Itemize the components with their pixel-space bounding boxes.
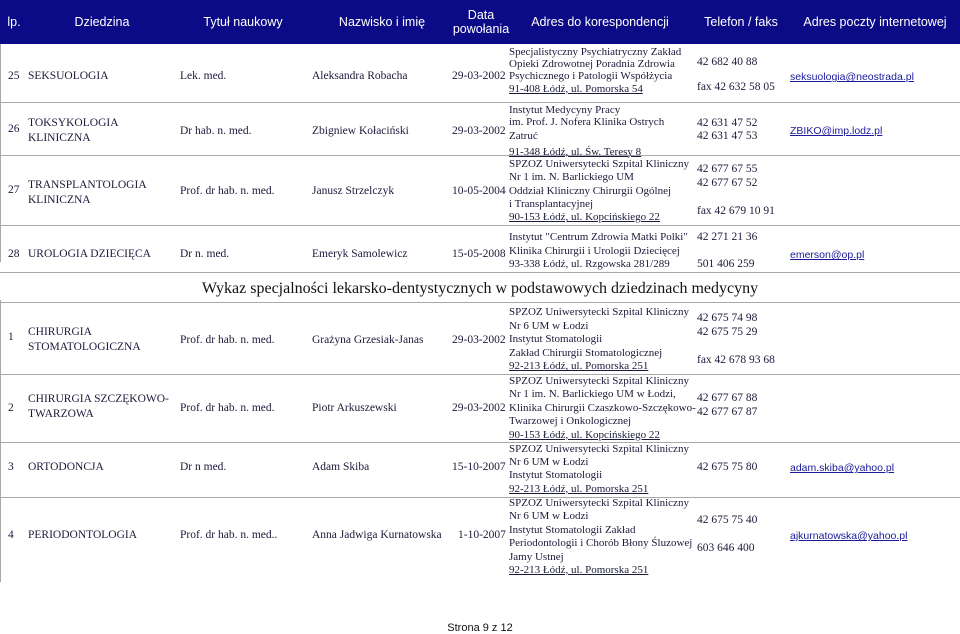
row-27-nazwisko: Janusz Strzelczyk [312, 185, 395, 197]
phone-line: fax 42 632 58 05 [697, 81, 775, 93]
adres-line: 90-153 Łódź, ul. Kopcińskiego 22 [509, 211, 660, 224]
row-26-nazwisko: Zbigniew Kołaciński [312, 125, 409, 137]
phone-line: 42 631 47 52 [697, 117, 758, 129]
row-28-lp: 28 [8, 248, 20, 260]
adres-line: Nr 1 im. N. Barlickiego UM w Łodzi, [509, 388, 676, 401]
row-26-telefon [697, 117, 757, 142]
phone-line: 42 677 67 52 [697, 177, 758, 189]
adres-line: Instytut "Centrum Zdrowia Matki Polki" [509, 231, 688, 243]
row-28-nazwisko: Emeryk Samolewicz [312, 248, 408, 260]
row-27-telefon [697, 163, 775, 219]
row-25-telefon [697, 56, 775, 94]
adres-line: Instytut Stomatologii [509, 469, 603, 482]
adres-line: SPZOZ Uniwersytecki Szpital Kliniczny [509, 497, 689, 509]
row-3-adres [509, 443, 699, 496]
dziedzina-line: STOMATOLOGICZNA [28, 341, 141, 353]
adres-line: Twarzowej i Onkologicznej [509, 415, 632, 428]
adres-line: im. Prof. J. Nofera Klinika Ostrych [509, 116, 665, 129]
left-border-bottom [0, 300, 1, 582]
row-4-email[interactable]: ajkurnatowska@yahoo.pl [790, 530, 908, 542]
adres-line: Opieki Zdrowotnej Poradnia Zdrowia [509, 58, 675, 71]
row-3-email[interactable]: adam.skiba@yahoo.pl [790, 462, 895, 474]
header-email: Adres poczty internetowej [803, 15, 947, 29]
row-27-lp: 27 [8, 184, 20, 196]
adres-line: SPZOZ Uniwersytecki Szpital Kliniczny [509, 443, 689, 455]
dziedzina-line: TOKSYKOLOGIA [28, 117, 119, 129]
section-divider [0, 302, 960, 303]
adres-line: i Transplantacyjnej [509, 197, 594, 210]
phone-line: 42 675 74 98 [697, 312, 758, 324]
adres-line: Zakład Chirurgii Stomatologicznej [509, 346, 663, 359]
row-1-tytul: Prof. dr hab. n. med. [180, 334, 275, 346]
adres-line: 91-348 Łódź, ul. Św. Teresy 8 [509, 145, 642, 158]
row-4-nazwisko: Anna Jadwiga Kurnatowska [312, 529, 442, 541]
dziedzina-line: KLINICZNA [28, 132, 91, 144]
adres-line: Nr 6 UM w Łodzi [509, 510, 589, 523]
row-25-data: 29-03-2002 [452, 70, 506, 82]
adres-line: Specjalistyczny Psychiatryczny Zakład [509, 46, 682, 58]
phone-line: 603 646 400 [697, 542, 755, 554]
adres-line: SPZOZ Uniwersytecki Szpital Kliniczny [509, 375, 689, 387]
row-26-data: 29-03-2002 [452, 125, 506, 137]
row-divider [0, 442, 960, 443]
header-tytul: Tytuł naukowy [203, 15, 283, 29]
adres-line: 90-153 Łódź, ul. Kopcińskiego 22 [509, 428, 660, 441]
adres-line: Zatruć [509, 130, 538, 143]
row-27-tytul: Prof. dr hab. n. med. [180, 185, 275, 197]
phone-line: 42 677 67 88 [697, 392, 758, 404]
row-28-tytul: Dr n. med. [180, 248, 230, 260]
row-4-data: 1-10-2007 [458, 529, 506, 541]
row-2-nazwisko: Piotr Arkuszewski [312, 402, 397, 414]
phone-line: 42 271 21 36 [697, 231, 758, 243]
row-divider [0, 272, 960, 273]
row-2-adres [509, 375, 699, 442]
row-27-adres [509, 158, 699, 224]
row-26-lp: 26 [8, 123, 20, 135]
adres-line: Nr 6 UM w Łodzi [509, 456, 589, 469]
header-lp: lp. [7, 15, 21, 29]
row-divider [0, 102, 960, 103]
row-1-data: 29-03-2002 [452, 334, 506, 346]
row-28-email[interactable]: emerson@op.pl [790, 249, 865, 261]
row-2-data: 29-03-2002 [452, 402, 506, 414]
adres-line: Instytut Stomatologii Zakład [509, 523, 636, 536]
phone-line: 42 675 75 40 [697, 514, 758, 526]
row-25-dziedzina: SEKSUOLOGIA [28, 70, 109, 82]
adres-line: Klinika Chirurgii i Urologii Dziecięcej [509, 244, 680, 257]
row-3-data: 15-10-2007 [452, 461, 506, 473]
adres-line: 92-213 Łódź, ul. Pomorska 251 [509, 482, 649, 495]
row-25-adres [509, 46, 699, 95]
header-dziedzina: Dziedzina [74, 15, 130, 29]
phone-line [697, 340, 775, 354]
adres-line: 93-338 Łódź, ul. Rzgowska 281/289 [509, 258, 670, 270]
phone-line [697, 191, 775, 205]
adres-line: 92-213 Łódź, ul. Pomorska 251 [509, 563, 649, 576]
dziedzina-line: CHIRURGIA SZCZĘKOWO- [28, 393, 169, 405]
section-title: Wykaz specjalności lekarsko-dentystycznych w podstawowych dziedzinach medycyny [201, 280, 759, 297]
dziedzina-line: KLINICZNA [28, 194, 91, 206]
row-25-nazwisko: Aleksandra Robacha [312, 70, 408, 82]
row-27-dziedzina [28, 178, 147, 208]
row-1-nazwisko: Grażyna Grzesiak-Janas [312, 334, 424, 346]
row-1-lp: 1 [8, 331, 14, 343]
row-4-adres [509, 497, 699, 577]
adres-line: Instytut Medycyny Pracy [509, 104, 621, 116]
row-3-tytul: Dr n med. [180, 461, 227, 473]
header-data-line-2: powołania [452, 22, 510, 36]
adres-line: 91-408 Łódź, ul. Pomorska 54 [509, 82, 643, 95]
page-number: Strona 9 z 12 [447, 622, 513, 634]
row-26-adres [509, 104, 699, 158]
row-27-data: 10-05-2004 [452, 185, 506, 197]
dziedzina-line: TWARZOWA [28, 408, 94, 420]
row-3-telefon: 42 675 75 80 [697, 461, 758, 473]
row-4-lp: 4 [8, 529, 14, 541]
row-2-dziedzina [28, 392, 169, 422]
adres-line: 92-213 Łódź, ul. Pomorska 251 [509, 360, 649, 373]
row-26-email[interactable]: ZBIKO@imp.lodz.pl [790, 125, 883, 137]
row-26-tytul: Dr hab. n. med. [180, 125, 252, 137]
adres-line: Nr 1 im. N. Barlickiego UM [509, 171, 634, 184]
phone-line [697, 528, 757, 542]
row-1-adres [509, 306, 699, 374]
adres-line: Nr 6 UM w Łodzi [509, 319, 589, 332]
adres-line: Jamy Ustnej [509, 550, 564, 563]
row-3-lp: 3 [8, 461, 14, 473]
dziedzina-line: TRANSPLANTOLOGIA [28, 179, 147, 191]
header-data [454, 0, 508, 44]
row-25-lp: 25 [8, 70, 20, 82]
row-28-telefon [697, 231, 757, 272]
row-28-dziedzina: UROLOGIA DZIECIĘCA [28, 248, 151, 260]
left-border [0, 44, 1, 262]
row-4-tytul: Prof. dr hab. n. med.. [180, 529, 278, 541]
row-28-adres [509, 231, 699, 272]
row-1-telefon [697, 312, 775, 368]
header-nazwisko: Nazwisko i imię [338, 15, 426, 29]
adres-line: SPZOZ Uniwersytecki Szpital Kliniczny [509, 158, 689, 170]
row-divider [0, 497, 960, 498]
adres-line: Klinika Chirurgii Czaszkowo-Szczękowo- [509, 401, 696, 414]
header-adres: Adres do korespondencji [531, 15, 669, 29]
row-28-data: 15-05-2008 [452, 248, 506, 260]
adres-line: Periodontologii i Chorób Błony Śluzowej [509, 537, 693, 550]
row-3-nazwisko: Adam Skiba [312, 461, 370, 473]
adres-line: Instytut Stomatologii [509, 333, 603, 346]
row-4-telefon [697, 514, 757, 556]
phone-line: 42 677 67 87 [697, 406, 758, 418]
row-26-dziedzina [28, 116, 119, 146]
table-header [0, 0, 960, 44]
row-25-tytul: Lek. med. [180, 70, 227, 82]
phone-line: fax 42 679 10 91 [697, 205, 775, 217]
dziedzina-line: CHIRURGIA [28, 326, 92, 338]
row-2-telefon [697, 392, 757, 420]
row-divider [0, 225, 960, 226]
row-divider [0, 374, 960, 375]
phone-line [697, 245, 757, 259]
phone-line: 42 675 75 29 [697, 326, 758, 338]
row-1-dziedzina [28, 325, 141, 355]
adres-line: Oddział Kliniczny Chirurgii Ogólnej [509, 184, 672, 197]
row-2-tytul: Prof. dr hab. n. med. [180, 402, 275, 414]
row-4-dziedzina: PERIODONTOLOGIA [28, 529, 138, 541]
phone-line: 501 406 259 [697, 258, 755, 270]
row-3-dziedzina: ORTODONCJA [28, 461, 104, 473]
row-25-email[interactable]: seksuologia@neostrada.pl [790, 71, 914, 83]
header-telefon: Telefon / faks [704, 15, 778, 29]
phone-line: fax 42 678 93 68 [697, 354, 775, 366]
row-2-lp: 2 [8, 402, 14, 414]
phone-line [697, 69, 775, 82]
phone-line: 42 677 67 55 [697, 163, 758, 175]
adres-line: Psychicznego i Patologii Współżycia [509, 70, 673, 83]
adres-line: SPZOZ Uniwersytecki Szpital Kliniczny [509, 306, 689, 318]
row-divider [0, 155, 960, 156]
phone-line: 42 631 47 53 [697, 129, 758, 142]
phone-line: 42 682 40 88 [697, 56, 758, 68]
header-data-line-1: Data [467, 8, 495, 22]
